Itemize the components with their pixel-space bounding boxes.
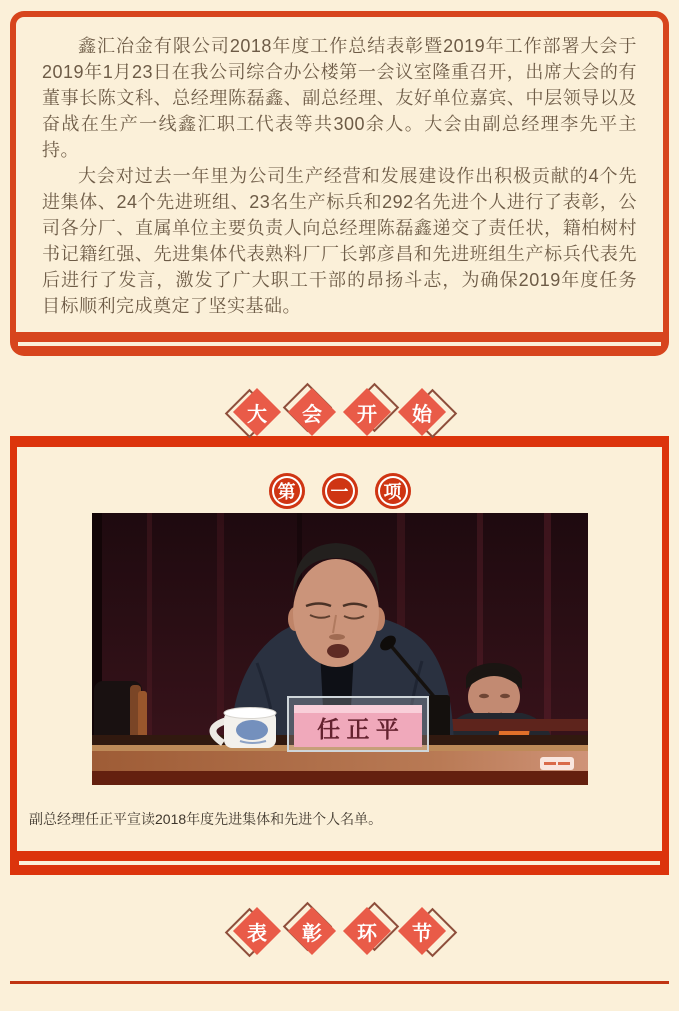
banner-meeting-start (0, 388, 679, 436)
nameplate (288, 697, 428, 751)
diamond-badge (343, 907, 391, 955)
circle-badge: 一 (322, 473, 358, 509)
intro-paragraph-1: 鑫汇冶金有限公司2018年度工作总结表彰暨2019年工作部署大会于2019年1月23日在我公司综合办公楼第一会议室隆重召开，出席大会的有董事长陈文科、总经理陈磊鑫、副总经理、友好单位嘉宾、中层领导以及奋战在生产一线鑫汇职工代表等共300余人。大会由副总经理李先平主持。 (42, 36, 637, 160)
diamond-char: 开 (357, 403, 377, 426)
diamond-badge (398, 388, 446, 436)
diamond-char: 会 (302, 403, 322, 426)
nameplate-text: 任 正 平 (316, 716, 399, 742)
diamond-badge (398, 907, 446, 955)
diamond-char: 始 (412, 403, 432, 426)
circle-badge: 第 (269, 473, 305, 509)
diamond-badge (288, 388, 336, 436)
photo-watermark (540, 757, 574, 770)
circle-badge: 项 (375, 473, 411, 509)
item-number-badge (17, 473, 662, 509)
diamond-char: 节 (412, 922, 432, 945)
diamond-badge (288, 907, 336, 955)
article-page (0, 11, 679, 973)
photo-caption: 副总经理任正平宣读2018年度先进集体和先进个人名单。 (29, 811, 383, 827)
next-section-top-border (10, 981, 669, 1011)
diamond-char: 大 (247, 403, 267, 426)
photo-card (10, 436, 669, 875)
diamond-badge (233, 907, 281, 955)
diamond-char: 彰 (302, 922, 322, 945)
diamond-badge (233, 388, 281, 436)
diamond-char: 表 (247, 922, 267, 945)
banner-award-segment (0, 907, 679, 955)
intro-card (10, 11, 669, 356)
intro-paragraph-2: 大会对过去一年里为公司生产经营和发展建设作出积极贡献的4个先进集体、24个先进班组、23名生产标兵和292名先进个人进行了表彰，公司各分厂、直属单位主要负责人向总经理陈磊鑫递交了责任状，籍柏树村书记籍红强、先进集体代表熟料厂厂长郭彦昌和先进班组生产标兵代表先后进行了发言，激发了广大职工干部的昂扬斗志，为确保2019年度任务目标顺利完成奠定了坚实基础。 (42, 166, 637, 316)
diamond-char: 环 (357, 922, 377, 945)
diamond-badge (343, 388, 391, 436)
conference-photo (92, 513, 588, 785)
